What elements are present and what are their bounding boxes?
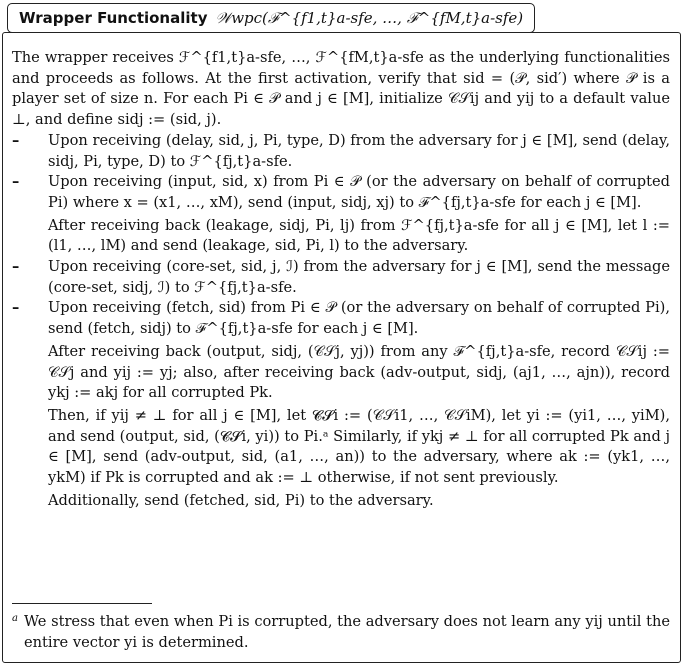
bullet: – [12,131,20,149]
bullet: – [12,299,20,317]
item-paragraph: After receiving back (leakage, sidj, Pi, lj) from ℱ^{fj,t}a-sfe for all j ∈ [M], let l := (l1, …, lM) and send (leakage, sid, Pi, l) to the adversary. [48,216,670,255]
intro-paragraph: The wrapper receives ℱ^{f1,t}a-sfe, …, ℱ^{fM,t}a-sfe as the underlying functionalities and proceeds as follows. At the first activation, verify that sid = (𝒫, sid′) where 𝒫 is a player set of size n. For each Pi ∈ 𝒫 and j ∈ [M], initialize 𝒞𝒮ij and yij to a default value ⊥, and define sidj := (sid, j). [12,49,670,129]
footnote-text: We stress that even when Pi is corrupted, the adversary does not learn any yij until the entire vector yi is determined. [24,613,670,651]
title-formula: 𝒲wpc(ℱ^{f1,t}a-sfe, …, ℱ^{fM,t}a-sfe) [215,9,524,27]
item-paragraph: Additionally, send (fetched, sid, Pi) to the adversary. [48,491,434,509]
list-item [12,172,670,257]
list-item [12,131,670,172]
item-paragraph: Upon receiving (input, sid, x) from Pi ∈ 𝒫 (or the adversary on behalf of corrupted Pi) where x = (x1, …, xM), send (input, sidj, xj) to ℱ^{fj,t}a-sfe for each j ∈ [M]. [48,173,670,211]
item-paragraph: Upon receiving (core-set, sid, j, ℐ) from the adversary for j ∈ [M], send the message (core-set, sidj, ℐ) to ℱ^{fj,t}a-sfe. [48,258,670,296]
list-item [12,298,670,511]
footnote-rule [12,603,152,604]
item-paragraph: Then, if yij ≠ ⊥ for all j ∈ [M], let 𝓒𝓢i := (𝒞𝒮i1, …, 𝒞𝒮iM), let yi := (yi1, …, yiM), and send (output, sid, (𝓒𝓢i, yi)) to Pi.ᵃ Similarly, if ykj ≠ ⊥ for all corrupted Pk and j ∈ [M], send (adv-output, sid, (a1, …, an)) to the adversary, where ak := (yk1, …, ykM) if Pk is corrupted and ak := ⊥ otherwise, if not sent previously. [48,406,670,487]
list-item [12,257,670,298]
item-paragraph: Upon receiving (delay, sid, j, Pi, type, D) from the adversary for j ∈ [M], send (delay, sidj, Pi, type, D) to ℱ^{fj,t}a-sfe. [48,131,670,170]
box-content [12,48,670,511]
bullet: – [12,258,20,276]
item-paragraph: Upon receiving (fetch, sid) from Pi ∈ 𝒫 (or the adversary on behalf of corrupted Pi), send (fetch, sidj) to ℱ^{fj,t}a-sfe for each j ∈ [M]. [48,299,670,338]
title-bold: Wrapper Functionality [19,9,208,27]
item-paragraph: After receiving back (output, sidj, (𝒞𝒮j, yj)) from any ℱ^{fj,t}a-sfe, record 𝒞𝒮ij := 𝒞𝒮j and yij := yj; also, after receiving back (adv-output, sidj, (aj1, …, ajn)), record ykj := akj for all corrupted Pk. [48,342,670,402]
footnote-mark: a [12,613,18,624]
footnote [12,612,670,653]
bullet: – [12,173,20,191]
box-title [7,3,535,33]
